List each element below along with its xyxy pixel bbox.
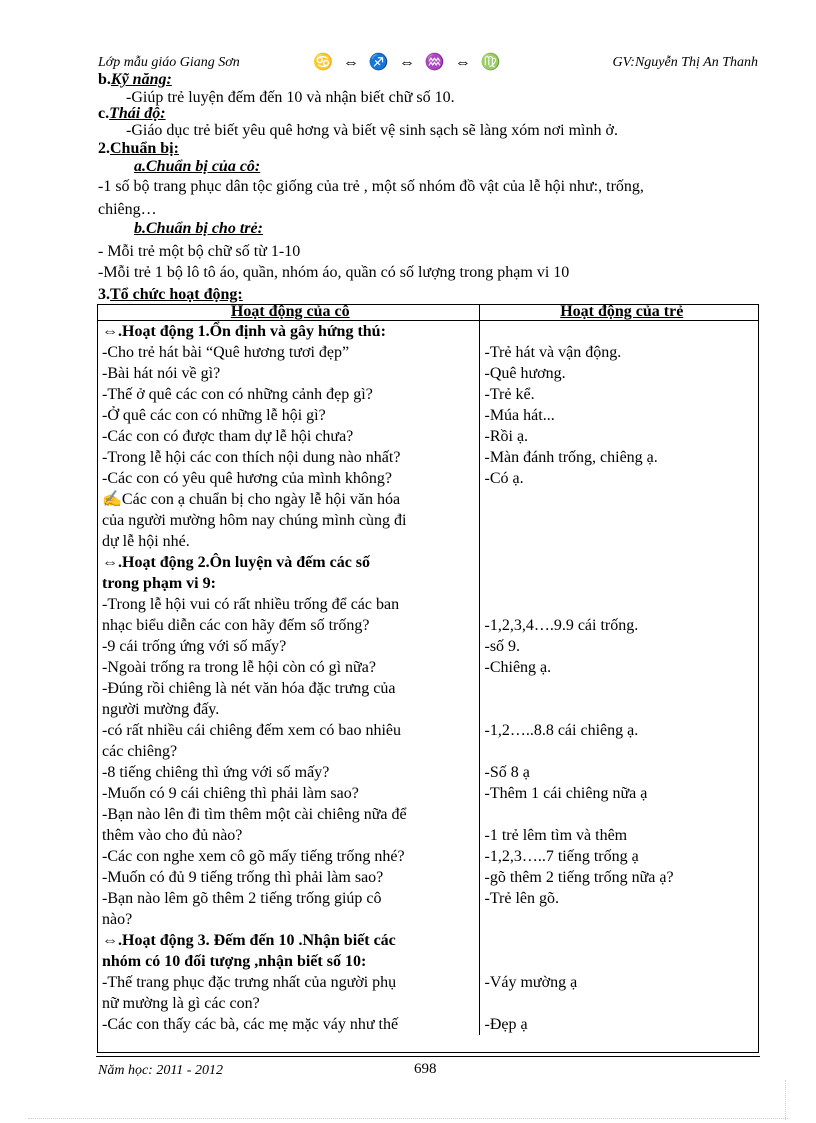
section-number: 2. xyxy=(98,140,110,157)
table-row xyxy=(97,573,759,594)
teacher-activity-cell: -Các con có được tham dự lễ hội chưa? xyxy=(97,426,479,447)
child-activity-cell xyxy=(479,741,759,762)
child-activity-cell: -Trẻ hát và vận động. xyxy=(484,344,622,361)
body-text: -Giúp trẻ luyện đếm đến 10 và nhận biết chữ số 10. xyxy=(126,89,455,106)
page-edge-divider xyxy=(28,1118,788,1119)
teacher-activity-cell xyxy=(97,573,479,594)
body-text: -1 số bộ trang phục dân tộc giống của trẻ , một số nhóm đồ vật của lễ hội như:, trống, xyxy=(98,178,644,195)
table-row xyxy=(97,384,759,405)
table-row xyxy=(97,825,759,846)
child-activity-cell: -Rồi ạ. xyxy=(484,428,529,445)
table-row xyxy=(97,678,759,699)
teacher-activity-cell: -Các con nghe xem cô gõ mấy tiếng trống nhé? xyxy=(97,846,479,867)
teacher-activity-cell: -Muốn có đủ 9 tiếng trống thì phải làm sao? xyxy=(97,867,479,888)
table-row xyxy=(97,615,759,636)
table-row xyxy=(97,489,759,510)
teacher-activity-cell: -Thế trang phục đặc trưng nhất của người phụ xyxy=(97,972,479,993)
table-row xyxy=(97,762,759,783)
teacher-activity-cell: nhạc biểu diễn các con hãy đếm số trống? xyxy=(97,615,479,636)
table-row xyxy=(97,468,759,489)
teacher-activity-cell: thêm vào cho đủ nào? xyxy=(97,825,479,846)
activity-heading: nhóm có 10 đối tượng ,nhận biết số 10: xyxy=(102,953,367,970)
teacher-activity-cell: ✍Các con ạ chuẩn bị cho ngày lễ hội văn hóa xyxy=(97,489,479,510)
teacher-activity-cell: -9 cái trống ứng với số mấy? xyxy=(97,636,479,657)
teacher-activity-cell: dự lễ hội nhé. xyxy=(97,531,479,552)
table-row xyxy=(97,426,759,447)
body-text: -Giáo dục trẻ biết yêu quê hơng và biết vệ sinh sạch sẽ làng xóm nơi mình ở. xyxy=(126,122,618,139)
teacher-activity-cell: nữ mường là gì các con? xyxy=(97,993,479,1014)
teacher-activity-cell: -Trong lễ hội các con thích nội dung nào nhất? xyxy=(97,447,479,468)
table-row xyxy=(97,447,759,468)
child-activity-cell xyxy=(479,552,759,573)
decorative-symbols: ♋ ⇔ ♐ ⇔ ♒ ⇔ ♍ xyxy=(313,54,504,71)
teacher-activity-cell xyxy=(97,321,479,343)
child-activity-cell: -Trẻ kể. xyxy=(484,386,535,403)
page-header xyxy=(98,52,758,74)
page-number: 698 xyxy=(414,1061,437,1077)
child-activity-cell xyxy=(479,951,759,972)
teacher-activity-cell: -Muốn có 9 cái chiêng thì phải làm sao? xyxy=(97,783,479,804)
teacher-activity-cell: -Bài hát nói về gì? xyxy=(97,363,479,384)
child-activity-cell: -1 trẻ lêm tìm và thêm xyxy=(484,827,628,844)
body-line xyxy=(126,88,455,108)
table-row xyxy=(97,321,759,343)
body-line xyxy=(98,139,179,159)
body-text: chiêng… xyxy=(98,201,157,218)
child-activity-cell: -số 9. xyxy=(484,638,521,655)
teacher-activity-cell: -Đúng rồi chiêng là nét văn hóa đặc trưng của xyxy=(97,678,479,699)
teacher-activity-cell: -Các con thấy các bà, các mẹ mặc váy như thế xyxy=(97,1014,479,1035)
teacher-activity-cell: -Ở quê các con có những lễ hội gì? xyxy=(97,405,479,426)
child-activity-cell xyxy=(479,909,759,930)
child-activity-cell: -gõ thêm 2 tiếng trống nữa ạ? xyxy=(484,869,674,886)
child-activity-cell xyxy=(479,993,759,1014)
teacher-activity-cell: -8 tiếng chiêng thì ứng với số mấy? xyxy=(97,762,479,783)
teacher-activity-cell: -Thế ở quê các con có những cảnh đẹp gì? xyxy=(97,384,479,405)
body-line xyxy=(98,70,172,90)
table-row xyxy=(97,720,759,741)
child-activity-cell: -Múa hát... xyxy=(484,407,555,424)
child-activity-cell: -Có ạ. xyxy=(484,470,524,487)
activity-heading: ⇔.Hoạt động 1.Ổn định và gây hứng thú: xyxy=(102,323,386,340)
teacher-activity-cell: người mường đấy. xyxy=(97,699,479,720)
section-number: c. xyxy=(98,105,110,122)
body-text: - Mỗi trẻ một bộ chữ số từ 1-10 xyxy=(98,243,301,260)
child-activity-cell: -Trẻ lên gõ. xyxy=(484,890,560,907)
teacher-activity-cell: -có rất nhiều cái chiêng đếm xem có bao nhiêu xyxy=(97,720,479,741)
teacher-activity-cell: các chiêng? xyxy=(97,741,479,762)
body-line xyxy=(98,200,157,220)
body-line xyxy=(98,263,569,283)
section-title: a.Chuẩn bị của cô: xyxy=(134,158,261,175)
child-activity-cell xyxy=(479,678,759,699)
child-activity-cell: -1,2…..8.8 cái chiêng ạ. xyxy=(484,722,639,739)
activity-heading: ⇔.Hoạt động 2.Ôn luyện và đếm các số xyxy=(102,554,371,571)
activity-table xyxy=(97,304,759,1035)
teacher-activity-cell: -Trong lễ hội vui có rất nhiều trống để các ban xyxy=(97,594,479,615)
section-title: Thái độ: xyxy=(109,105,166,122)
body-text: -Mỗi trẻ 1 bộ lô tô áo, quần, nhóm áo, quần có số lượng trong phạm vi 10 xyxy=(98,264,570,281)
table-row xyxy=(97,741,759,762)
table-row xyxy=(97,594,759,615)
activity-heading: trong phạm vi 9: xyxy=(102,575,216,592)
table-row xyxy=(97,510,759,531)
table-row xyxy=(97,888,759,909)
body-line xyxy=(134,219,263,239)
teacher-activity-cell xyxy=(97,552,479,573)
teacher-name: GV:Nguyễn Thị An Thanh xyxy=(612,55,758,70)
teacher-activity-cell: nào? xyxy=(97,909,479,930)
child-activity-cell xyxy=(479,531,759,552)
table-row xyxy=(97,657,759,678)
header-teacher-activity: Hoạt động của cô xyxy=(97,304,479,321)
table-row xyxy=(97,1014,759,1035)
body-line xyxy=(98,285,243,305)
child-activity-cell xyxy=(479,804,759,825)
child-activity-cell: -Số 8 ạ xyxy=(484,764,530,781)
child-activity-cell: -Màn đánh trống, chiêng ạ. xyxy=(484,449,658,466)
table-row xyxy=(97,636,759,657)
section-title: Tổ chức hoạt động: xyxy=(110,286,243,303)
table-header-row xyxy=(97,304,759,321)
school-name: Lớp mẫu giáo Giang Sơn xyxy=(98,55,240,70)
section-number: 3. xyxy=(98,286,110,303)
section-number: b. xyxy=(98,71,111,88)
table-row xyxy=(97,552,759,573)
table-row xyxy=(97,909,759,930)
teacher-activity-cell: -Bạn nào lên đi tìm thêm một cài chiêng nữa để xyxy=(97,804,479,825)
teacher-activity-cell xyxy=(97,951,479,972)
body-line xyxy=(134,157,260,177)
table-row xyxy=(97,342,759,363)
child-activity-cell: -Chiêng ạ. xyxy=(484,659,552,676)
footer-rule xyxy=(96,1056,760,1057)
section-title: Kỹ năng: xyxy=(110,71,172,88)
table-row xyxy=(97,363,759,384)
child-activity-cell xyxy=(479,489,759,510)
body-line xyxy=(126,121,618,141)
page-corner-divider xyxy=(785,1080,786,1120)
child-activity-cell: -Đẹp ạ xyxy=(484,1016,528,1033)
table-row xyxy=(97,993,759,1014)
child-activity-cell: -1,2,3,4….9.9 cái trống. xyxy=(484,617,639,634)
header-child-activity: Hoạt động của trẻ xyxy=(479,304,759,321)
table-row xyxy=(97,804,759,825)
teacher-activity-cell: -Bạn nào lêm gõ thêm 2 tiếng trống giúp cô xyxy=(97,888,479,909)
teacher-activity-cell: của người mường hôm nay chúng mình cùng đi xyxy=(97,510,479,531)
child-activity-cell xyxy=(479,699,759,720)
child-activity-cell: -Váy mường ạ xyxy=(484,974,578,991)
teacher-activity-cell: -Các con có yêu quê hương của mình không? xyxy=(97,468,479,489)
child-activity-cell xyxy=(479,573,759,594)
school-year: Năm học: 2011 - 2012 xyxy=(98,1063,223,1078)
body-line xyxy=(98,177,644,197)
child-activity-cell xyxy=(479,594,759,615)
child-activity-cell: -Thêm 1 cái chiêng nữa ạ xyxy=(484,785,648,802)
teacher-activity-cell: -Cho trẻ hát bài “Quê hương tươi đẹp” xyxy=(97,342,479,363)
body-line xyxy=(98,242,300,262)
section-title: b.Chuẩn bị cho trẻ: xyxy=(134,220,263,237)
child-activity-cell xyxy=(479,321,759,343)
table-row xyxy=(97,699,759,720)
table-row xyxy=(97,951,759,972)
table-row xyxy=(97,972,759,993)
child-activity-cell xyxy=(479,930,759,951)
child-activity-cell xyxy=(479,510,759,531)
teacher-activity-cell: -Ngoài trống ra trong lễ hội còn có gì nữa? xyxy=(97,657,479,678)
activity-heading: ⇔.Hoạt động 3. Đếm đến 10 .Nhận biết các xyxy=(102,932,396,949)
table-row xyxy=(97,531,759,552)
section-title: Chuẩn bị: xyxy=(110,140,179,157)
table-row xyxy=(97,867,759,888)
table-row xyxy=(97,930,759,951)
child-activity-cell: -1,2,3…..7 tiếng trống ạ xyxy=(484,848,639,865)
table-row xyxy=(97,846,759,867)
table-row xyxy=(97,783,759,804)
table-row xyxy=(97,405,759,426)
child-activity-cell: -Quê hương. xyxy=(484,365,566,382)
teacher-activity-cell xyxy=(97,930,479,951)
